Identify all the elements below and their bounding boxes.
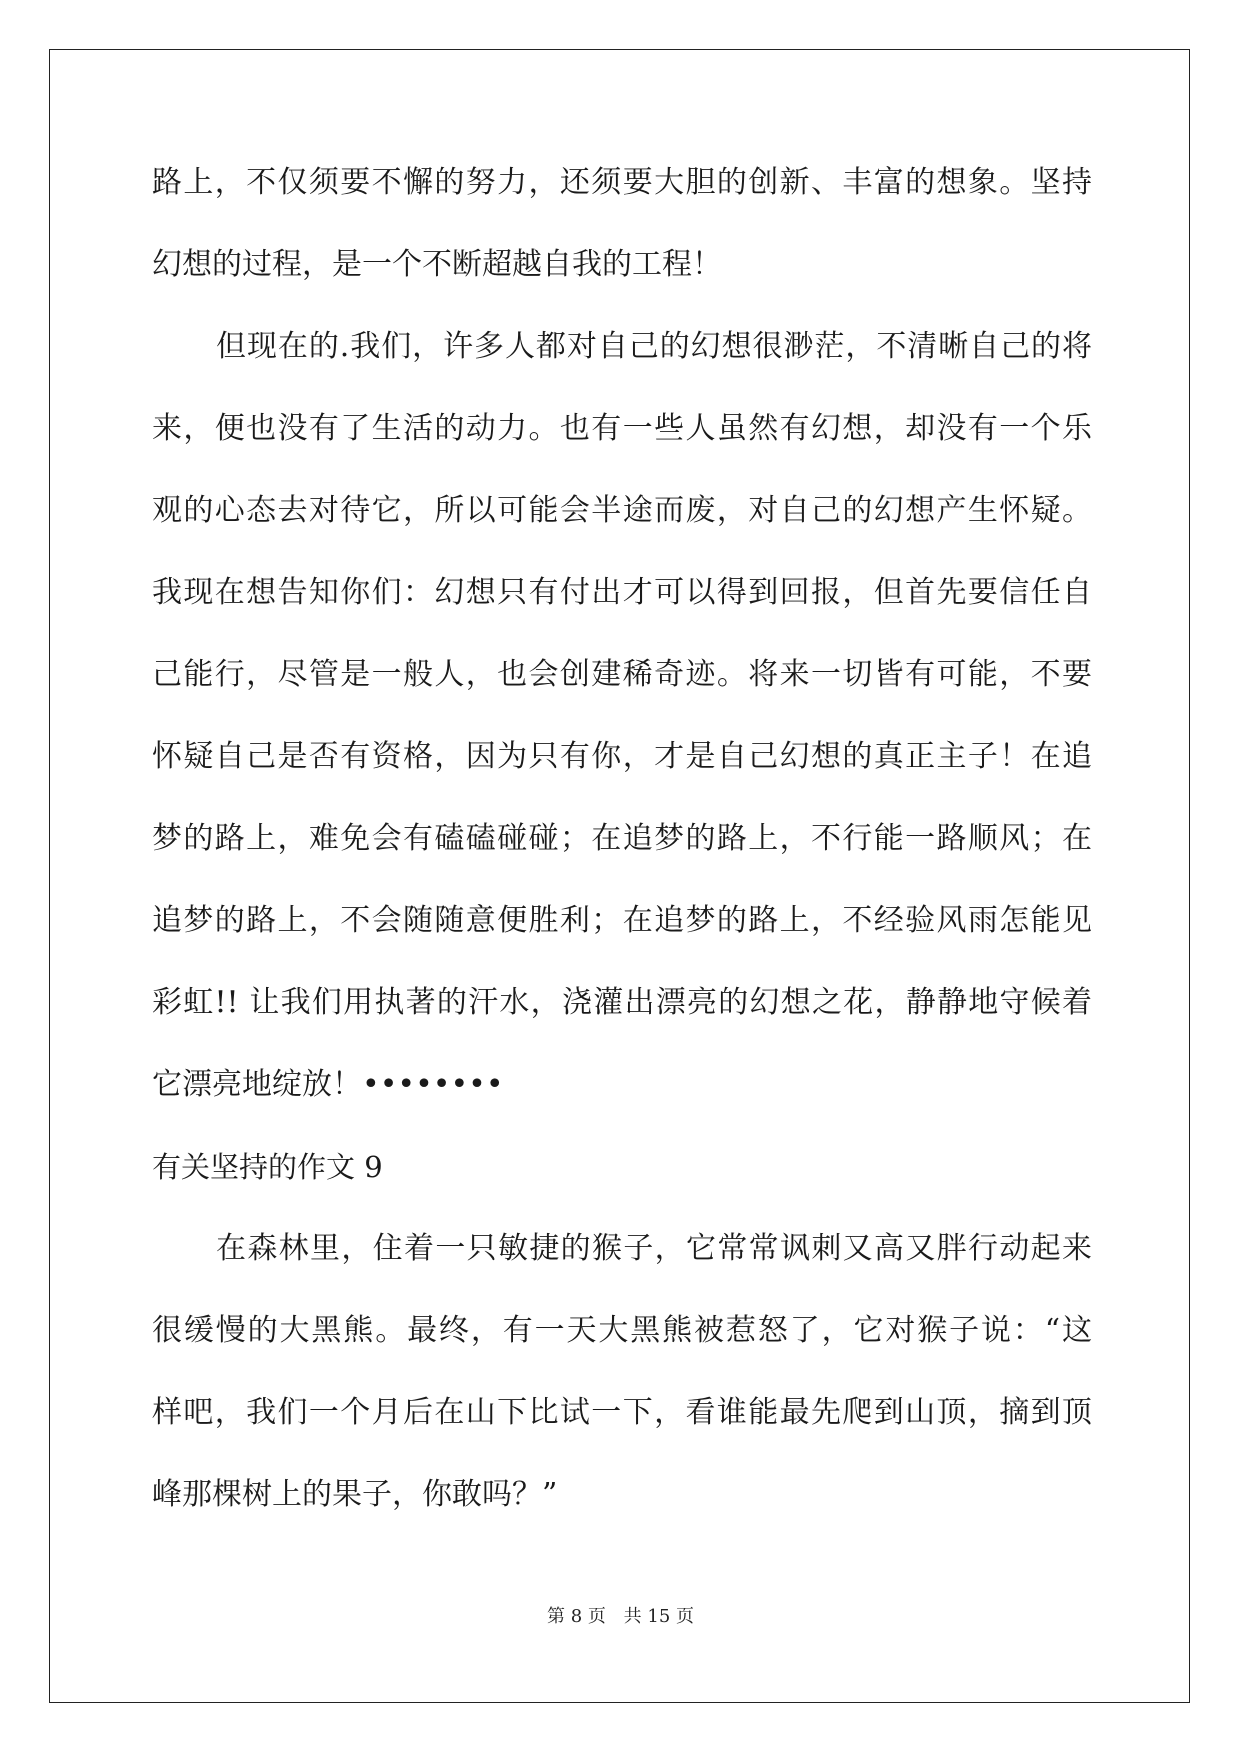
text-line: 我现在想告知你们：幻想只有付出才可以得到回报，但首先要信任自 [152, 575, 1092, 610]
text-line: 在森林里，住着一只敏捷的猴子，它常常讽刺又高又胖行动起来 [216, 1231, 1092, 1266]
text-line: 梦的路上，难免会有磕磕碰碰；在追梦的路上，不行能一路顺风；在 [152, 821, 1092, 856]
text-line: 但现在的.我们，许多人都对自己的幻想很渺茫，不清晰自己的将 [216, 329, 1092, 364]
text-line: 来，便也没有了生活的动力。也有一些人虽然有幻想，却没有一个乐 [152, 411, 1092, 446]
document-body [152, 158, 1092, 1552]
text-line: 己能行，尽管是一般人，也会创建稀奇迹。将来一切皆有可能，不要 [152, 657, 1092, 692]
text-line: 很缓慢的大黑熊。最终，有一天大黑熊被惹怒了，它对猴子说：“这 [152, 1313, 1092, 1348]
text-line: 它漂亮地绽放！•••••••• [152, 1067, 504, 1102]
text-line: 幻想的过程，是一个不断超越自我的工程！ [152, 247, 722, 282]
text-line: 怀疑自己是否有资格，因为只有你，才是自己幻想的真正主子！在追 [152, 739, 1092, 774]
text-line: 峰那棵树上的果子，你敢吗？” [152, 1477, 558, 1512]
page-total: 共 15 页 [623, 1606, 694, 1627]
text-line: 样吧，我们一个月后在山下比试一下，看谁能最先爬到山顶，摘到顶 [152, 1395, 1092, 1430]
text-line: 追梦的路上，不会随随意便胜利；在追梦的路上，不经验风雨怎能见 [152, 903, 1092, 938]
section-heading: 有关坚持的作文 9 [152, 1150, 383, 1184]
page-footer [0, 1602, 1241, 1628]
text-line: 观的心态去对待它，所以可能会半途而废，对自己的幻想产生怀疑。 [152, 493, 1092, 528]
page-number: 第 8 页 [547, 1606, 606, 1627]
text-line: 路上，不仅须要不懈的努力，还须要大胆的创新、丰富的想象。坚持 [152, 165, 1092, 200]
text-line: 彩虹!! 让我们用执著的汗水，浇灌出漂亮的幻想之花，静静地守候着 [152, 985, 1092, 1020]
